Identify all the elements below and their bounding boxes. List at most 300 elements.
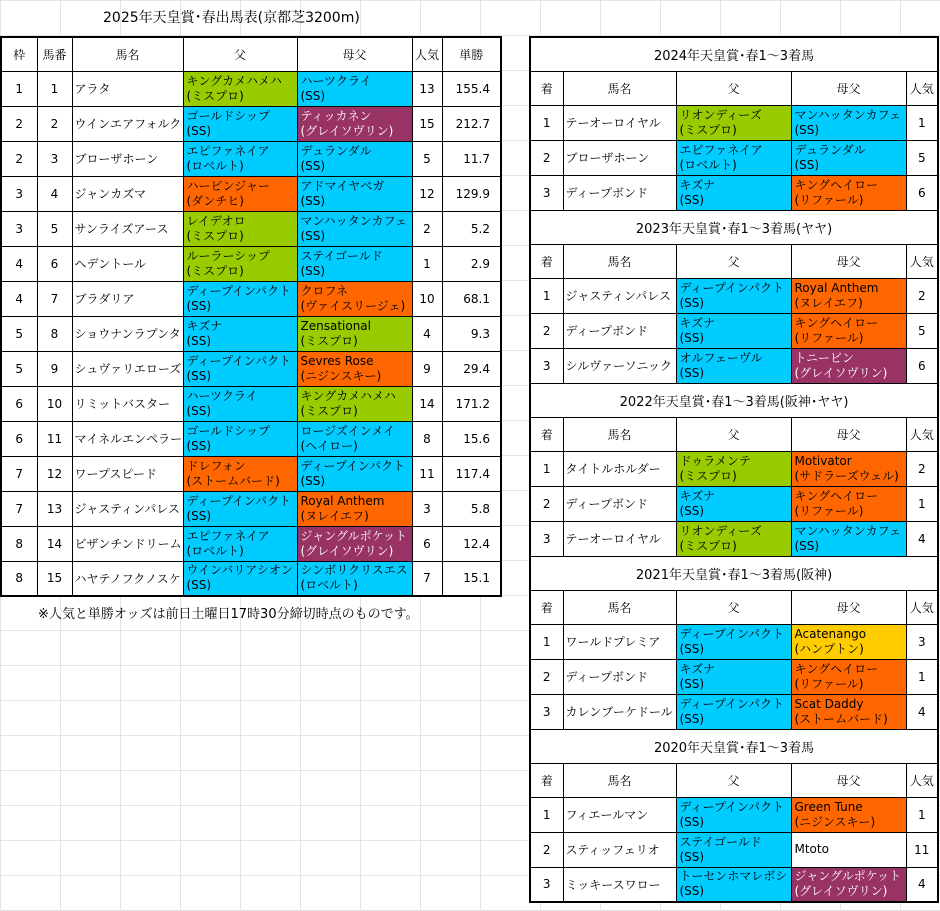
waku-cell: 5	[1, 316, 37, 351]
sire-cell-line: (SS)	[679, 676, 705, 691]
horse-name-cell: ショウナンラプンタ	[72, 316, 183, 351]
dam-sire-cell	[791, 694, 906, 729]
sire-cell-line: (SS)	[679, 814, 705, 829]
sire-cell	[183, 141, 297, 176]
sire-cell-line: (ロベルト)	[186, 543, 244, 558]
table-row	[530, 175, 938, 210]
sire-cell-line: (SS)	[679, 884, 705, 899]
popularity-cell: 2	[412, 211, 442, 246]
table-row	[1, 491, 501, 526]
finish-position-cell: 3	[530, 694, 563, 729]
odds-cell: 171.2	[442, 386, 501, 421]
sire-cell-line: (ミスプロ)	[679, 122, 737, 137]
race-title-row	[530, 556, 938, 590]
dam-sire-cell-line: (ニジンスキー)	[794, 814, 876, 829]
dam-sire-cell	[791, 175, 906, 210]
table-row	[530, 313, 938, 348]
umaban-cell: 7	[37, 281, 72, 316]
popularity-cell: 15	[412, 106, 442, 141]
horse-name-cell: ディープボンド	[563, 486, 676, 521]
popularity-cell: 6	[906, 175, 938, 210]
sire-cell-name: ディープインパクト	[186, 283, 292, 298]
horse-name-cell: ビザンチンドリーム	[72, 526, 183, 561]
dam-sire-cell-name: シンボリクリスエス	[300, 563, 408, 578]
dam-sire-cell	[297, 71, 412, 106]
past-header-row	[530, 590, 938, 624]
sire-cell-name: キズナ	[679, 488, 716, 503]
popularity-cell: 11	[412, 456, 442, 491]
dam-sire-cell	[297, 106, 412, 141]
table-row	[1, 211, 501, 246]
column-header: 父	[676, 71, 791, 105]
dam-sire-cell-name: キングヘイロー	[794, 315, 879, 330]
dam-sire-cell-name: ティッカネン	[300, 108, 372, 123]
waku-cell: 6	[1, 421, 37, 456]
sire-cell	[676, 486, 791, 521]
sire-cell-name: キズナ	[679, 661, 716, 676]
race-title: 2023年天皇賞･春1～3着馬(ヤヤ)	[530, 210, 938, 244]
dam-sire-cell-name: デュランダル	[794, 142, 866, 157]
column-header: 母父	[791, 244, 906, 278]
popularity-cell: 4	[906, 521, 938, 556]
sire-cell-line: (SS)	[186, 333, 212, 348]
sire-cell-line: (SS)	[679, 365, 705, 380]
column-header: 父	[676, 244, 791, 278]
dam-sire-cell-line: (ハンプトン)	[794, 641, 864, 656]
popularity-cell: 7	[412, 561, 442, 596]
waku-cell: 2	[1, 141, 37, 176]
sire-cell	[183, 491, 297, 526]
umaban-cell: 11	[37, 421, 72, 456]
sire-cell-name: ルーラーシップ	[186, 248, 271, 263]
column-header: 着	[530, 763, 563, 797]
dam-sire-cell-name: キングヘイロー	[794, 661, 879, 676]
horse-name-cell: マイネルエンペラー	[72, 421, 183, 456]
dam-sire-cell-name: ハーツクライ	[300, 73, 372, 88]
dam-sire-cell-line: (SS)	[300, 193, 326, 208]
sire-cell-line: (SS)	[679, 330, 705, 345]
sire-cell	[183, 176, 297, 211]
dam-sire-cell-line: (グレイソヴリン)	[794, 884, 888, 899]
dam-sire-cell-line: (ヴァイスリージェ)	[300, 298, 406, 313]
table-row	[1, 106, 501, 141]
odds-cell: 2.9	[442, 246, 501, 281]
table-row	[530, 694, 938, 729]
table-row	[1, 456, 501, 491]
dam-sire-cell	[791, 624, 906, 659]
sire-cell	[183, 561, 297, 596]
sire-cell	[676, 694, 791, 729]
sire-cell	[183, 526, 297, 561]
popularity-cell: 6	[906, 348, 938, 383]
popularity-cell: 3	[906, 624, 938, 659]
popularity-cell: 12	[412, 176, 442, 211]
popularity-cell: 1	[412, 246, 442, 281]
dam-sire-cell-name: Scat Daddy	[794, 696, 864, 711]
column-header: 父	[183, 37, 297, 71]
sire-cell-name: キングカメハメハ	[186, 73, 282, 88]
finish-position-cell: 3	[530, 175, 563, 210]
dam-sire-cell	[297, 526, 412, 561]
sire-cell-line: (SS)	[679, 711, 705, 726]
column-header: 人気	[906, 417, 938, 451]
finish-position-cell: 1	[530, 451, 563, 486]
popularity-cell: 8	[412, 421, 442, 456]
table-row	[1, 561, 501, 596]
dam-sire-cell-name: ジャングルポケット	[794, 869, 902, 884]
sire-cell	[676, 348, 791, 383]
table-row	[530, 521, 938, 556]
horse-name-cell: シルヴァーソニック	[563, 348, 676, 383]
odds-cell: 15.6	[442, 421, 501, 456]
column-header: 馬名	[563, 590, 676, 624]
umaban-cell: 12	[37, 456, 72, 491]
dam-sire-cell-line: (SS)	[794, 157, 820, 172]
table-row	[530, 486, 938, 521]
sire-cell-name: ドゥラメンテ	[679, 453, 751, 468]
sire-cell-line: (ミスプロ)	[186, 228, 244, 243]
popularity-cell: 1	[906, 797, 938, 832]
main-title: 2025年天皇賞･春出馬表(京都芝3200m)	[103, 10, 360, 26]
table-row	[1, 351, 501, 386]
popularity-cell: 9	[412, 351, 442, 386]
dam-sire-cell	[297, 281, 412, 316]
sire-cell-line: (SS)	[186, 123, 212, 138]
table-row	[1, 386, 501, 421]
sire-cell-line: (ロベルト)	[679, 157, 737, 172]
dam-sire-cell-line: (SS)	[794, 122, 820, 137]
odds-cell: 117.4	[442, 456, 501, 491]
waku-cell: 8	[1, 526, 37, 561]
sire-cell	[676, 278, 791, 313]
sire-cell-name: ディープインパクト	[679, 626, 785, 641]
dam-sire-cell-name: クロフネ	[300, 283, 349, 298]
dam-sire-cell	[297, 351, 412, 386]
dam-sire-cell-line: (SS)	[300, 263, 326, 278]
dam-sire-cell-line: (ロベルト)	[300, 578, 358, 593]
past-header-row	[530, 244, 938, 278]
column-header: 単勝	[442, 37, 501, 71]
dam-sire-cell-name: Acatenango	[794, 626, 867, 641]
dam-sire-cell-line: (リファール)	[794, 503, 864, 518]
sire-cell-line: (SS)	[186, 508, 212, 523]
sire-cell	[183, 316, 297, 351]
horse-name-cell: サンライズアース	[72, 211, 183, 246]
entries-header-row	[1, 37, 501, 71]
table-row	[530, 797, 938, 832]
dam-sire-cell-name: キングヘイロー	[794, 488, 879, 503]
column-header: 馬番	[37, 37, 72, 71]
horse-name-cell: ジャスティンパレス	[72, 491, 183, 526]
horse-name-cell: ワープスピード	[72, 456, 183, 491]
sire-cell-line: (ミスプロ)	[679, 538, 737, 553]
popularity-cell: 1	[906, 105, 938, 140]
entries-table	[0, 36, 502, 597]
odds-cell: 155.4	[442, 71, 501, 106]
popularity-cell: 10	[412, 281, 442, 316]
dam-sire-cell-name: マンハッタンカフェ	[300, 213, 408, 228]
sire-cell-name: オルフェーヴル	[679, 350, 763, 365]
table-row	[530, 105, 938, 140]
dam-sire-cell-line: (SS)	[300, 88, 326, 103]
dam-sire-cell	[791, 451, 906, 486]
odds-cell: 68.1	[442, 281, 501, 316]
dam-sire-cell-name: Mtoto	[794, 842, 829, 856]
umaban-cell: 10	[37, 386, 72, 421]
sire-cell-line: (ロベルト)	[186, 158, 244, 173]
column-header: 母父	[791, 590, 906, 624]
sire-cell-name: キズナ	[679, 177, 716, 192]
popularity-cell: 11	[906, 832, 938, 867]
dam-sire-cell-name: Motivator	[794, 453, 852, 468]
horse-name-cell: ディープボンド	[563, 659, 676, 694]
column-header: 着	[530, 244, 563, 278]
dam-sire-cell-name: トニービン	[794, 350, 855, 365]
column-header: 母父	[791, 71, 906, 105]
table-row	[530, 832, 938, 867]
dam-sire-cell-line: (サドラーズウェル)	[794, 468, 899, 483]
dam-sire-cell-line: (SS)	[794, 538, 820, 553]
odds-cell: 129.9	[442, 176, 501, 211]
dam-sire-cell-name: Zensational	[300, 318, 371, 333]
column-header: 人気	[906, 763, 938, 797]
finish-position-cell: 3	[530, 521, 563, 556]
column-header: 人気	[906, 590, 938, 624]
waku-cell: 3	[1, 211, 37, 246]
dam-sire-cell-line: (SS)	[300, 228, 326, 243]
dam-sire-cell-name: Royal Anthem	[794, 280, 879, 295]
horse-name-cell: ディープボンド	[563, 175, 676, 210]
dam-sire-cell	[791, 521, 906, 556]
waku-cell: 5	[1, 351, 37, 386]
sire-cell	[183, 456, 297, 491]
dam-sire-cell	[297, 421, 412, 456]
dam-sire-cell	[791, 486, 906, 521]
horse-name-cell: カレンブーケドール	[563, 694, 676, 729]
finish-position-cell: 3	[530, 867, 563, 902]
table-row	[1, 281, 501, 316]
dam-sire-cell-name: ジャングルポケット	[300, 528, 408, 543]
umaban-cell: 15	[37, 561, 72, 596]
sire-cell-name: エピファネイア	[186, 528, 270, 543]
dam-sire-cell-line: (ヌレイエフ)	[794, 295, 863, 310]
sire-cell-line: (SS)	[679, 641, 705, 656]
dam-sire-cell-line: (ミスプロ)	[300, 403, 358, 418]
table-row	[1, 526, 501, 561]
horse-name-cell: ジャンカズマ	[72, 176, 183, 211]
dam-sire-cell-name: Sevres Rose	[300, 353, 374, 368]
horse-name-cell: ハヤテノフクノスケ	[72, 561, 183, 596]
dam-sire-cell	[297, 316, 412, 351]
sire-cell	[676, 797, 791, 832]
sire-cell-line: (SS)	[679, 192, 705, 207]
dam-sire-cell-line: (ヌレイエフ)	[300, 508, 369, 523]
dam-sire-cell-line: (ミスプロ)	[300, 333, 358, 348]
popularity-cell: 3	[412, 491, 442, 526]
column-header: 馬名	[563, 763, 676, 797]
horse-name-cell: テーオーロイヤル	[563, 105, 676, 140]
umaban-cell: 2	[37, 106, 72, 141]
waku-cell: 6	[1, 386, 37, 421]
race-title: 2024年天皇賞･春1～3着馬	[530, 37, 938, 71]
dam-sire-cell	[297, 386, 412, 421]
sire-cell	[676, 105, 791, 140]
popularity-cell: 14	[412, 386, 442, 421]
dam-sire-cell-line: (グレイソヴリン)	[300, 123, 394, 138]
odds-cell: 15.1	[442, 561, 501, 596]
horse-name-cell: ヘデントール	[72, 246, 183, 281]
popularity-cell: 2	[906, 451, 938, 486]
table-row	[530, 451, 938, 486]
sire-cell	[676, 659, 791, 694]
column-header: 着	[530, 417, 563, 451]
dam-sire-cell-name: ロージズインメイ	[300, 423, 396, 438]
dam-sire-cell	[297, 141, 412, 176]
sire-cell	[676, 521, 791, 556]
umaban-cell: 8	[37, 316, 72, 351]
dam-sire-cell-line: (ニジンスキー)	[300, 368, 382, 383]
race-title: 2020年天皇賞･春1～3着馬	[530, 729, 938, 763]
dam-sire-cell	[791, 348, 906, 383]
finish-position-cell: 1	[530, 278, 563, 313]
sire-cell	[676, 867, 791, 902]
race-title: 2022年天皇賞･春1～3着馬(阪神･ヤヤ)	[530, 383, 938, 417]
race-title-row	[530, 210, 938, 244]
odds-cell: 9.3	[442, 316, 501, 351]
table-row	[1, 421, 501, 456]
horse-name-cell: タイトルホルダー	[563, 451, 676, 486]
popularity-cell: 5	[412, 141, 442, 176]
umaban-cell: 1	[37, 71, 72, 106]
table-row	[530, 278, 938, 313]
popularity-cell: 5	[906, 313, 938, 348]
table-row	[1, 141, 501, 176]
sire-cell-line: (SS)	[186, 298, 212, 313]
horse-name-cell: テーオーロイヤル	[563, 521, 676, 556]
dam-sire-cell	[791, 105, 906, 140]
sire-cell-name: ハービンジャー	[186, 178, 270, 193]
sire-cell-name: リオンディーズ	[679, 523, 762, 538]
popularity-cell: 4	[906, 694, 938, 729]
dam-sire-cell	[791, 313, 906, 348]
sire-cell-line: (ミスプロ)	[186, 263, 244, 278]
waku-cell: 3	[1, 176, 37, 211]
column-header: 馬名	[72, 37, 183, 71]
odds-cell: 29.4	[442, 351, 501, 386]
dam-sire-cell-line: (ストームバード)	[794, 711, 888, 726]
umaban-cell: 6	[37, 246, 72, 281]
sire-cell-line: (ミスプロ)	[186, 88, 244, 103]
sire-cell	[183, 386, 297, 421]
dam-sire-cell	[791, 659, 906, 694]
sire-cell-name: キズナ	[679, 315, 716, 330]
race-title-row	[530, 37, 938, 71]
column-header: 着	[530, 71, 563, 105]
table-row	[530, 140, 938, 175]
sire-cell-name: エピファネイア	[679, 142, 763, 157]
sire-cell	[676, 313, 791, 348]
dam-sire-cell-line: (グレイソヴリン)	[794, 365, 888, 380]
finish-position-cell: 2	[530, 313, 563, 348]
waku-cell: 4	[1, 281, 37, 316]
finish-position-cell: 1	[530, 105, 563, 140]
dam-sire-cell	[297, 211, 412, 246]
dam-sire-cell	[791, 278, 906, 313]
dam-sire-cell	[297, 176, 412, 211]
column-header: 馬名	[563, 71, 676, 105]
sire-cell-line: (SS)	[186, 368, 212, 383]
column-header: 人気	[906, 244, 938, 278]
sire-cell-name: ウインバリアシオン	[186, 563, 293, 578]
horse-name-cell: ブローザホーン	[563, 140, 676, 175]
dam-sire-cell-name: マンハッタンカフェ	[794, 107, 902, 122]
sire-cell-name: レイデオロ	[186, 213, 246, 228]
horse-name-cell: ワールドプレミア	[563, 624, 676, 659]
column-header: 人気	[906, 71, 938, 105]
popularity-cell: 13	[412, 71, 442, 106]
dam-sire-cell-name: Royal Anthem	[300, 493, 385, 508]
horse-name-cell: ミッキースワロー	[563, 867, 676, 902]
dam-sire-cell	[297, 561, 412, 596]
horse-name-cell: アラタ	[72, 71, 183, 106]
column-header: 枠	[1, 37, 37, 71]
column-header: 馬名	[563, 244, 676, 278]
odds-note: ※人気と単勝オッズは前日土曜日17時30分締切時点のものです。	[38, 607, 419, 622]
waku-cell: 1	[1, 71, 37, 106]
dam-sire-cell-line: (ヘイロー)	[300, 438, 358, 453]
table-row	[530, 867, 938, 902]
race-title-row	[530, 729, 938, 763]
dam-sire-cell	[791, 832, 906, 867]
dam-sire-cell-name: ステイゴールド	[300, 248, 383, 263]
table-row	[530, 659, 938, 694]
race-title: 2021年天皇賞･春1～3着馬(阪神)	[530, 556, 938, 590]
column-header: 父	[676, 590, 791, 624]
sire-cell	[183, 281, 297, 316]
sire-cell	[183, 246, 297, 281]
finish-position-cell: 1	[530, 624, 563, 659]
umaban-cell: 4	[37, 176, 72, 211]
horse-name-cell: ブローザホーン	[72, 141, 183, 176]
dam-sire-cell-name: キングヘイロー	[794, 177, 879, 192]
umaban-cell: 5	[37, 211, 72, 246]
sire-cell	[183, 71, 297, 106]
horse-name-cell: ウインエアフォルク	[72, 106, 183, 141]
past-header-row	[530, 763, 938, 797]
table-row	[1, 71, 501, 106]
popularity-cell: 5	[906, 140, 938, 175]
sire-cell-name: ディープインパクト	[186, 493, 292, 508]
waku-cell: 2	[1, 106, 37, 141]
dam-sire-cell-name: ディープインパクト	[300, 458, 406, 473]
sire-cell	[183, 421, 297, 456]
dam-sire-cell-line: (リファール)	[794, 676, 864, 691]
odds-cell: 11.7	[442, 141, 501, 176]
waku-cell: 7	[1, 491, 37, 526]
finish-position-cell: 1	[530, 797, 563, 832]
popularity-cell: 2	[906, 278, 938, 313]
odds-cell: 5.8	[442, 491, 501, 526]
dam-sire-cell-line: (SS)	[300, 158, 326, 173]
odds-cell: 212.7	[442, 106, 501, 141]
popularity-cell: 4	[412, 316, 442, 351]
sire-cell-line: (SS)	[679, 849, 705, 864]
horse-name-cell: フィエールマン	[563, 797, 676, 832]
umaban-cell: 3	[37, 141, 72, 176]
past-header-row	[530, 71, 938, 105]
column-header: 人気	[412, 37, 442, 71]
dam-sire-cell	[791, 867, 906, 902]
